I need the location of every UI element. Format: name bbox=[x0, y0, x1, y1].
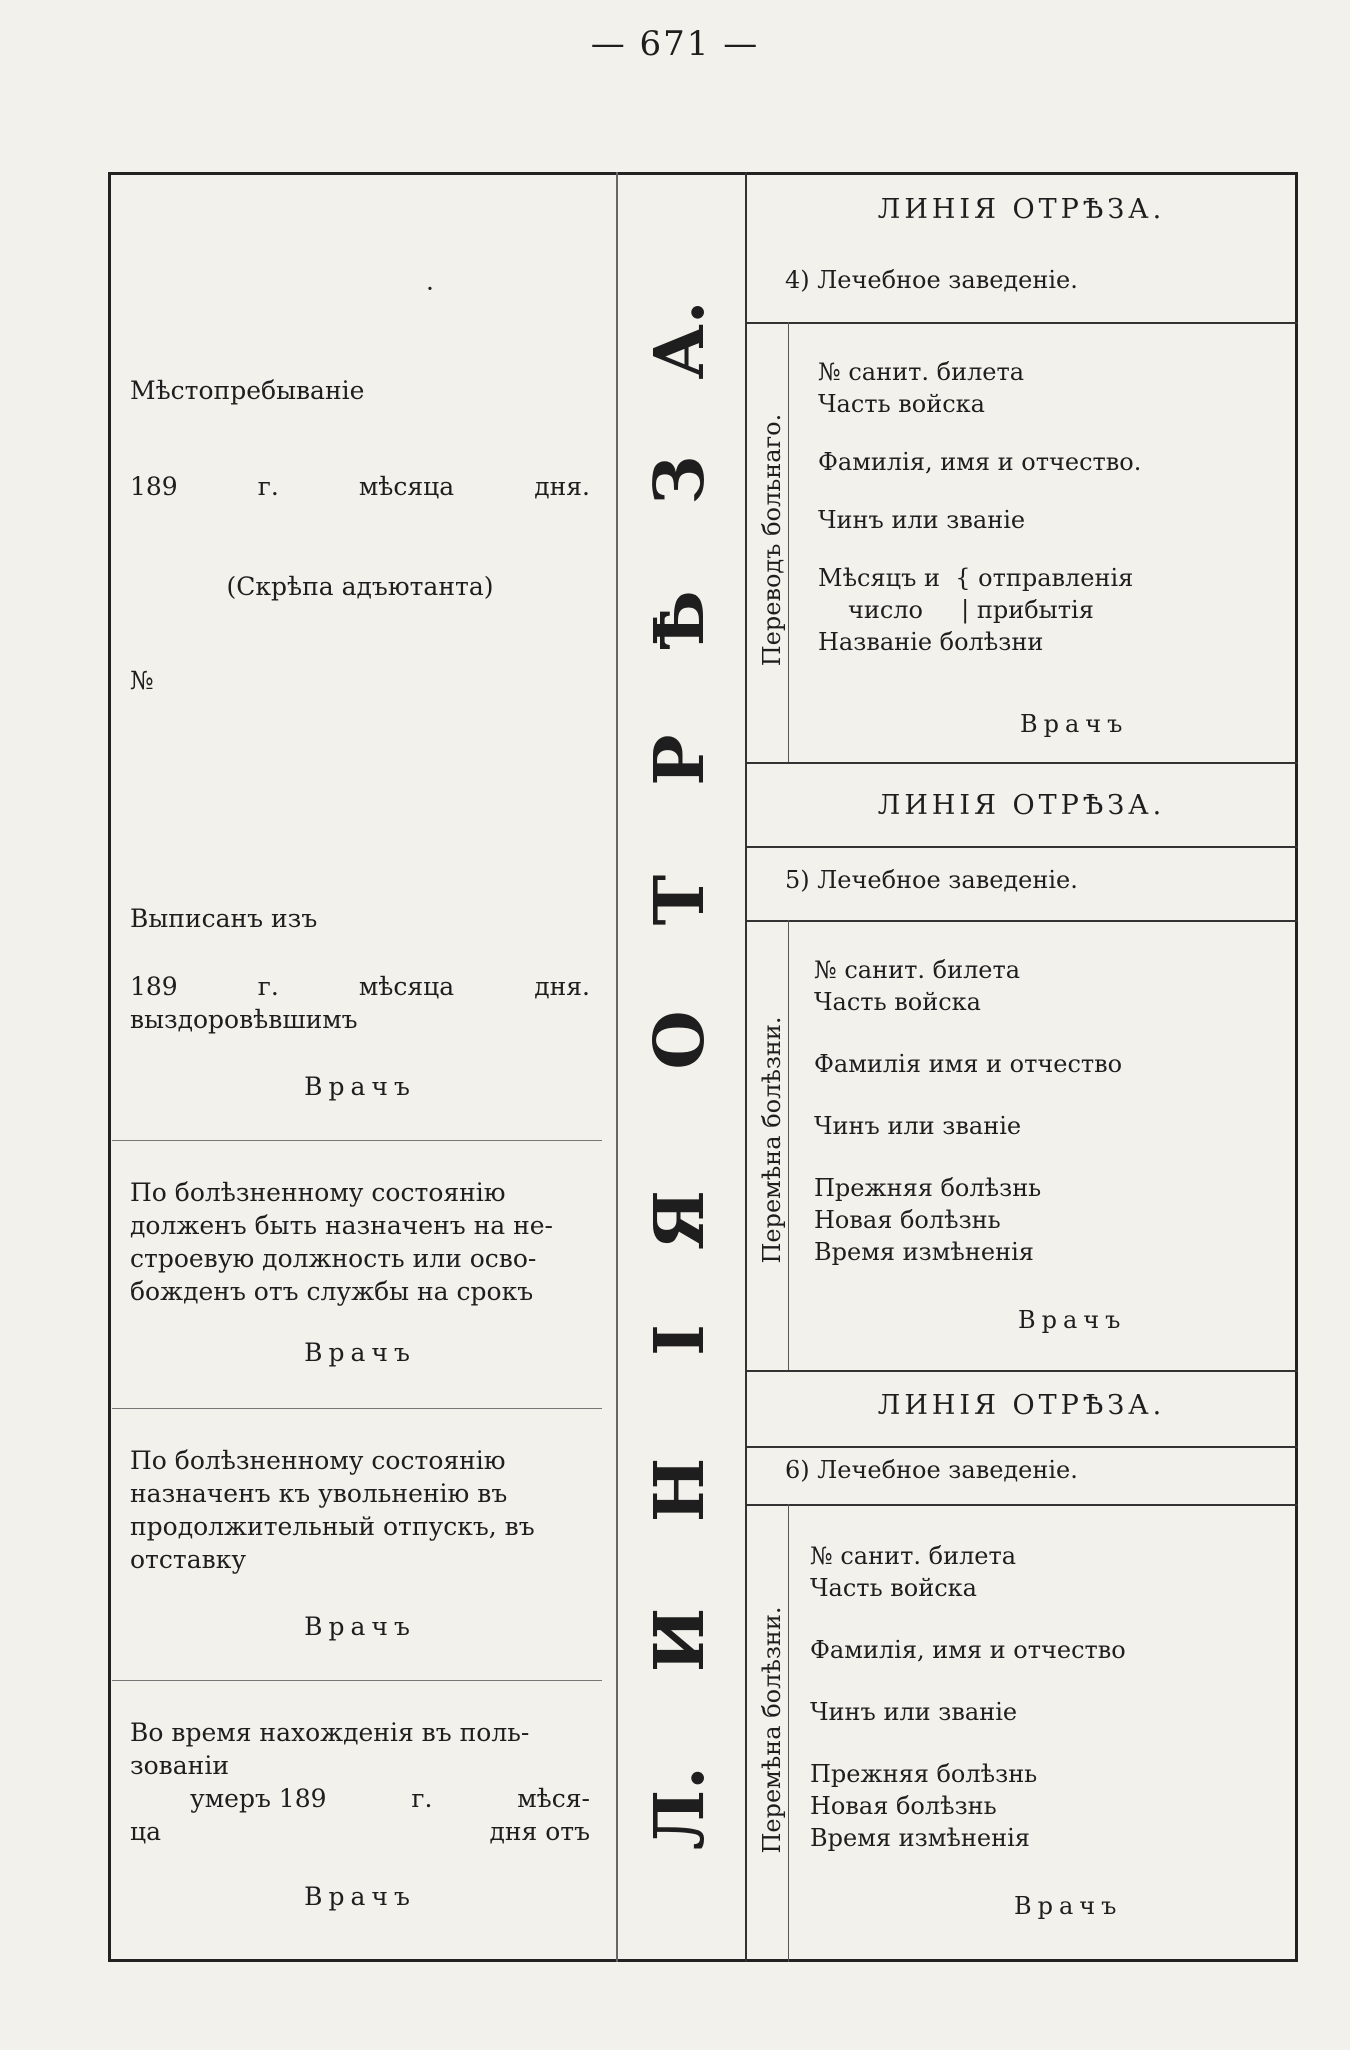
spine-letter-3: Ѣ bbox=[640, 590, 720, 650]
cut-line-title-1: ЛИНІЯ ОТРѢЗА. bbox=[877, 194, 1166, 225]
left-divider-1 bbox=[112, 1140, 602, 1141]
spine-letter-10: И bbox=[640, 1607, 720, 1673]
left-divider-3 bbox=[112, 1680, 602, 1681]
spine-letter-2: З bbox=[640, 455, 720, 505]
section-5-fields: № санит. билета Часть войска Фамилія имя и отчество Чинъ или званіе Прежняя болѣзнь Новая болѣзнь Время измѣненія bbox=[814, 956, 1123, 1266]
dot-mark: · bbox=[426, 274, 434, 303]
cut-line-title-2: ЛИНІЯ ОТРѢЗА. bbox=[877, 790, 1166, 821]
section-5-top-rule bbox=[745, 762, 1298, 764]
spine-letter-7: Я bbox=[640, 1190, 720, 1250]
spine-letter-5: Т bbox=[640, 874, 720, 926]
institution-4: 4) Лечебное заведеніе. bbox=[785, 266, 1078, 294]
number-sign: № bbox=[130, 666, 154, 695]
section-6-inst-rule bbox=[745, 1446, 1298, 1448]
spine-letter-8: І bbox=[640, 1324, 720, 1356]
spine-letter-1: А. bbox=[640, 300, 720, 380]
section-6-doctor: Врачъ bbox=[1014, 1892, 1123, 1920]
left-divider-2 bbox=[112, 1408, 602, 1409]
vertical-label-4: Переводъ больнаго. bbox=[758, 413, 786, 667]
section-4-doctor: Врачъ bbox=[1020, 710, 1129, 738]
discharged-label: Выписанъ изъ bbox=[130, 904, 318, 933]
doctor-signature-3: Врачъ bbox=[304, 1612, 416, 1641]
residence-label: Мѣстопребываніе bbox=[130, 376, 365, 405]
spine-letter-9: Н bbox=[640, 1457, 720, 1523]
date-line-2: 189 г. мѣсяца дня. выздоровѣвшимъ bbox=[130, 972, 590, 1034]
section-6-top-rule bbox=[745, 1370, 1298, 1372]
section-6-box bbox=[745, 1504, 1298, 1506]
doctor-signature-4: Врачъ bbox=[304, 1882, 416, 1911]
section-4-fields: № санит. билета Часть войска Фамилія, имя и отчество. Чинъ или званіе Мѣсяцъ и { отправленія число | прибытія Названіе болѣзни bbox=[818, 358, 1142, 656]
institution-6: 6) Лечебное заведеніе. bbox=[785, 1456, 1078, 1484]
section-5-inst-rule bbox=[745, 846, 1298, 848]
section-6-fields: № санит. билета Часть войска Фамилія, имя и отчество Чинъ или званіе Прежняя болѣзнь Новая болѣзнь Время измѣненія bbox=[810, 1542, 1126, 1852]
recovered-label: выздоровѣвшимъ bbox=[130, 1005, 358, 1034]
death-text: Во время нахожденія въ поль- зованіи умеръ 189 г. мѣся- ца дня отъ bbox=[130, 1718, 590, 1846]
cut-line-title-3: ЛИНІЯ ОТРѢЗА. bbox=[877, 1390, 1166, 1421]
date-line-1: 189 г. мѣсяца дня. bbox=[130, 472, 590, 501]
spine-letter-11: Л. bbox=[640, 1766, 720, 1850]
vertical-label-5: Перемѣна болѣзни. bbox=[758, 1016, 786, 1264]
doctor-signature-2: Врачъ bbox=[304, 1338, 416, 1367]
noncombat-text: По болѣзненному состоянію долженъ быть назначенъ на не- строевую должность или осво- божденъ отъ службы на срокъ bbox=[130, 1178, 553, 1306]
spine-letter-4: Р bbox=[640, 734, 720, 786]
spine-divider-left bbox=[616, 172, 618, 1962]
adjutant-seal: (Скрѣпа адъютанта) bbox=[226, 572, 494, 601]
institution-5: 5) Лечебное заведеніе. bbox=[785, 866, 1078, 894]
vertical-label-6: Перемѣна болѣзни. bbox=[758, 1606, 786, 1854]
doctor-signature-1: Врачъ bbox=[304, 1072, 416, 1101]
spine-letter-6: О bbox=[640, 1010, 720, 1070]
dismissal-text: По болѣзненному состоянію назначенъ къ увольненію въ продолжительный отпускъ, въ отставку bbox=[130, 1446, 535, 1574]
page-number: — 671 — bbox=[590, 24, 760, 64]
section-5-doctor: Врачъ bbox=[1018, 1306, 1127, 1334]
